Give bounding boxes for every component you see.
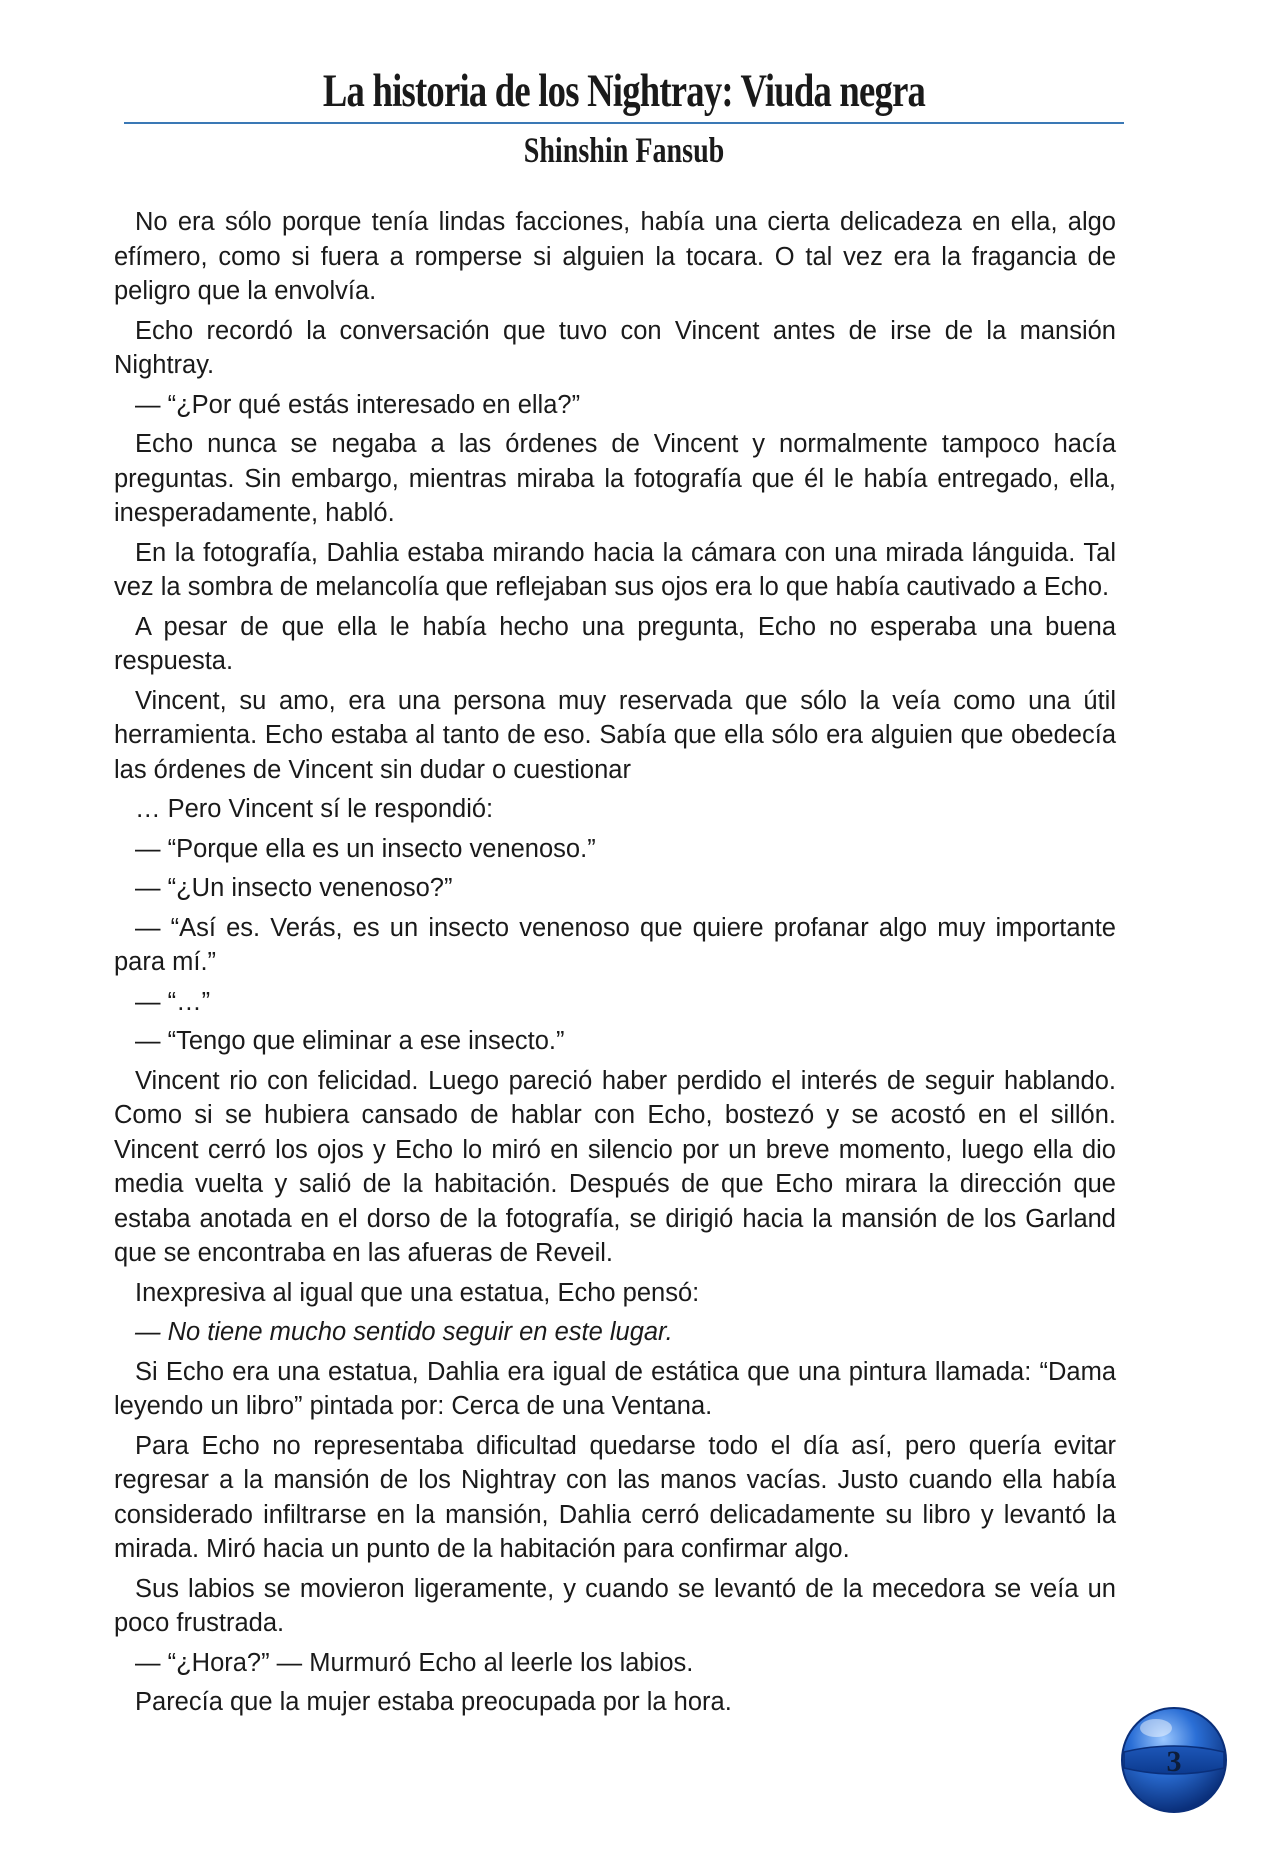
paragraph: Vincent rio con felicidad. Luego pareció haber perdido el interés de seguir hablando. Como si se hubiera cansado de hablar con Echo, bostezó y se acostó en el sillón. Vincent cerró los ojos y Echo lo miró en silencio por un breve momento, luego ella dio media vuelta y salió de la habitación. Después de que Echo mirara la dirección que estaba anotada en el dorso de la fotografía, se dirigió hacia la mansión de los Garland que se encontraba en las afueras de Reveil. bbox=[114, 1066, 1116, 1267]
paragraph: — “Tengo que eliminar a ese insecto.” bbox=[135, 1027, 565, 1055]
paragraph: Para Echo no representaba dificultad quedarse todo el día así, pero quería evitar regresar a la mansión de los Nightray con las manos vacías. Justo cuando ella había considerado infiltrarse en la mansión, Dahlia cerró delicadamente su libro y levantó la mirada. Miró hacia un punto de la habitación para confirmar algo. bbox=[114, 1431, 1116, 1563]
paragraph: Parecía que la mujer estaba preocupada por la hora. bbox=[135, 1688, 732, 1716]
paragraph: En la fotografía, Dahlia estaba mirando hacia la cámara con una mirada lánguida. Tal vez la sombra de melancolía que reflejaban sus ojos era lo que había cautivado a Echo. bbox=[114, 538, 1116, 601]
paragraph: Echo recordó la conversación que tuvo con Vincent antes de irse de la mansión Nightray. bbox=[114, 316, 1116, 379]
paragraph: A pesar de que ella le había hecho una pregunta, Echo no esperaba una buena respuesta. bbox=[114, 612, 1116, 675]
paragraph: — “…” bbox=[135, 987, 211, 1016]
page-subtitle: Shinshin Fansub bbox=[523, 130, 725, 170]
page-number-badge bbox=[1114, 1700, 1234, 1820]
page-header bbox=[124, 62, 1124, 174]
paragraph: — “Así es. Verás, es un insecto venenoso que quiere profanar algo muy importante para mí.” bbox=[114, 913, 1116, 976]
paragraph-italic: — No tiene mucho sentido seguir en este lugar. bbox=[135, 1318, 673, 1346]
paragraph: … Pero Vincent sí le respondió: bbox=[135, 795, 494, 823]
paragraph: — “Porque ella es un insecto venenoso.” bbox=[135, 834, 596, 863]
paragraph: No era sólo porque tenía lindas facciones, había una cierta delicadeza en ella, algo efímero, como si fuera a romperse si alguien la tocara. O tal vez era la fragancia de peligro que la envolvía. bbox=[114, 208, 1116, 305]
paragraph: Si Echo era una estatua, Dahlia era igual de estática que una pintura llamada: “Dama leyendo un libro” pintada por: Cerca de una Ventana. bbox=[114, 1357, 1116, 1420]
paragraph: Inexpresiva al igual que una estatua, Echo pensó: bbox=[135, 1278, 700, 1307]
title-divider bbox=[124, 122, 1124, 124]
paragraph: — “¿Por qué estás interesado en ella?” bbox=[135, 390, 581, 419]
blue-sphere-icon bbox=[1114, 1700, 1234, 1820]
paragraph: Vincent, su amo, era una persona muy reservada que sólo la veía como una útil herramienta. Echo estaba al tanto de eso. Sabía que ella sólo era alguien que obedecía las órdenes de Vincent sin dudar o cuestionar bbox=[114, 686, 1116, 784]
page-number: 3 bbox=[1166, 1745, 1182, 1778]
paragraph: — “¿Hora?” — Murmuró Echo al leerle los labios. bbox=[135, 1648, 694, 1677]
paragraph: Echo nunca se negaba a las órdenes de Vincent y normalmente tampoco hacía preguntas. Sin embargo, mientras miraba la fotografía que él le había entregado, ella, inesperadamente, habló. bbox=[114, 430, 1116, 527]
body-text bbox=[114, 205, 1116, 1725]
page-title: La historia de los Nightray: Viuda negra bbox=[322, 65, 926, 117]
paragraph: Sus labios se movieron ligeramente, y cuando se levantó de la mecedora se veía un poco frustrada. bbox=[114, 1574, 1116, 1637]
paragraph: — “¿Un insecto venenoso?” bbox=[135, 874, 453, 902]
